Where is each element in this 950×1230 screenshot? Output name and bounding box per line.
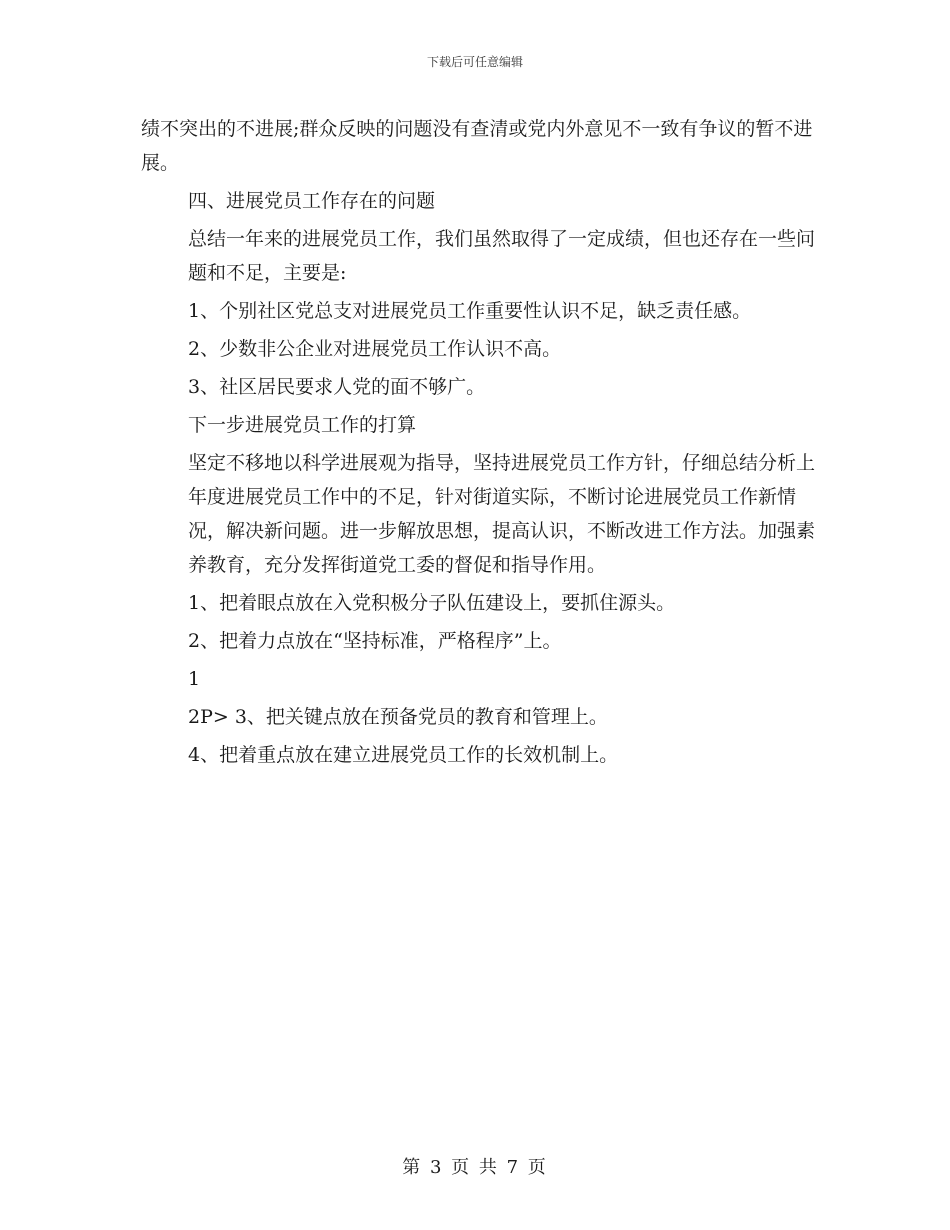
document-body <box>141 112 821 776</box>
page-footer: 第 3 页 共 7 页 <box>402 1157 548 1178</box>
list-item: 2、把着力点放在“坚持标准，严格程序”上。 <box>188 630 562 652</box>
list-item: 4、把着重点放在建立进展党员工作的长效机制上。 <box>188 744 619 766</box>
list-item: 2P> 3、把关键点放在预备党员的教育和管理上。 <box>188 706 608 728</box>
stray-page-number: 1 <box>188 668 201 690</box>
section-heading: 四、进展党员工作存在的问题 <box>188 190 436 212</box>
list-item: 1、把着眼点放在入党积极分子队伍建设上，要抓住源头。 <box>188 592 676 614</box>
list-item: 3、社区居民要求人党的面不够广。 <box>188 376 486 398</box>
paragraph: 总结一年来的进展党员工作，我们虽然取得了一定成绩，但也还存在一些问题和不足，主要是: <box>188 228 816 284</box>
page-header: 下载后可任意编辑 <box>426 55 523 69</box>
paragraph: 坚定不移地以科学进展观为指导，坚持进展党员工作方针，仔细总结分析上年度进展党员工作中的不足，针对街道实际，不断讨论进展党员工作新情况，解决新问题。进一步解放思想，提高认识，不断改进工作方法。加强素养教育，充分发挥街道党工委的督促和指导作用。 <box>188 452 816 576</box>
section-heading: 下一步进展党员工作的打算 <box>188 414 417 436</box>
list-item: 2、少数非公企业对进展党员工作认识不高。 <box>188 338 562 360</box>
paragraph: 绩不突出的不进展;群众反映的问题没有查清或党内外意见不一致有争议的暂不进展。 <box>141 118 813 174</box>
list-item: 1、个别社区党总支对进展党员工作重要性认识不足，缺乏责任感。 <box>188 300 752 322</box>
